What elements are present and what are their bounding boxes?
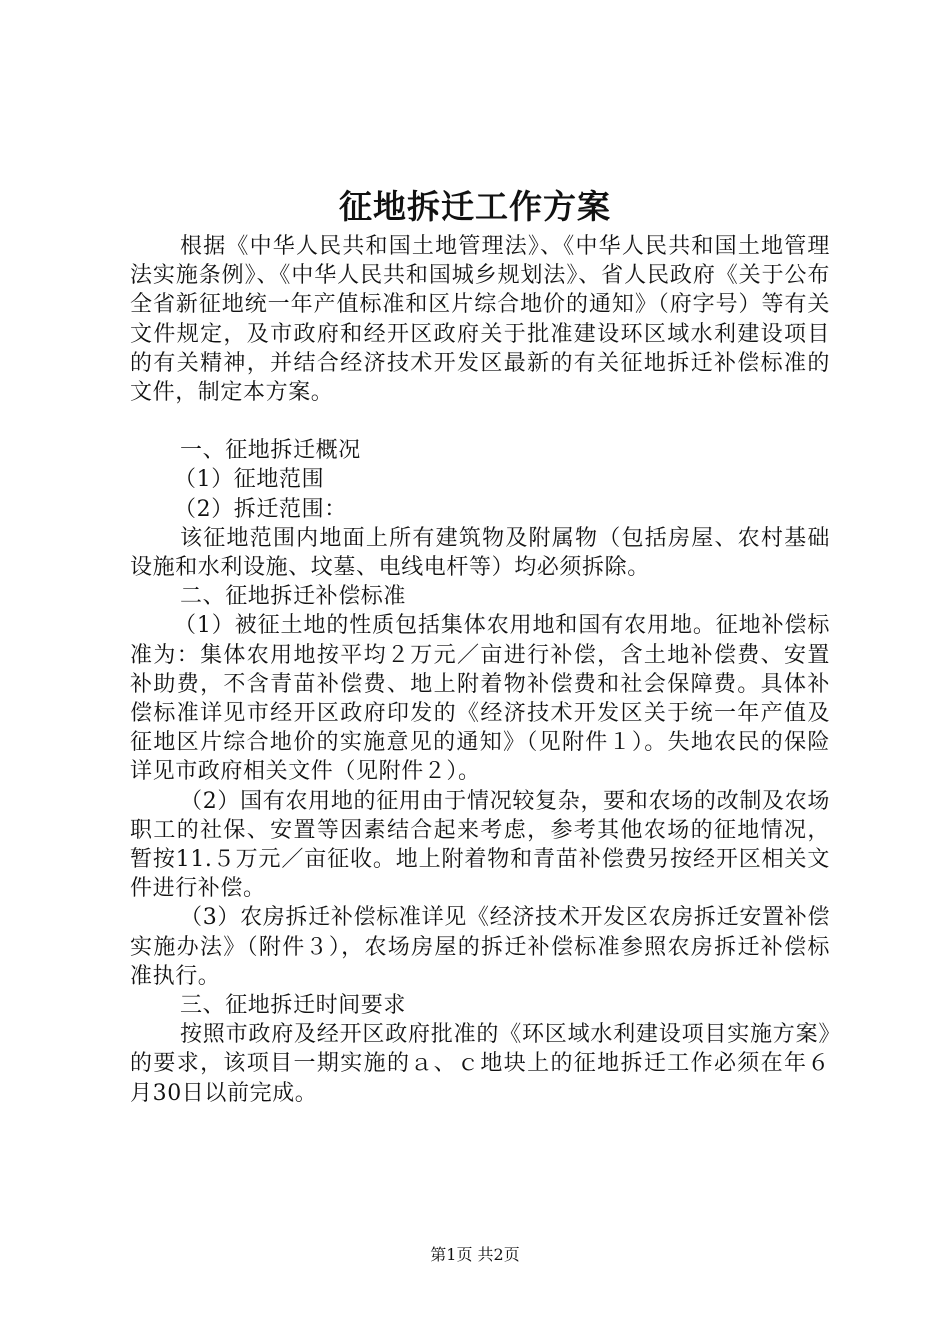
demolition-scope-paragraph: 该征地范围内地面上所有建筑物及附属物（包括房屋、农村基础设施和水利设施、坟墓、电线电杆等）均必须拆除。 — [130, 525, 830, 581]
compensation-item-2: （2）国有农用地的征用由于情况较复杂，要和农场的改制及农场职工的社保、安置等因素结合起来考虑，参考其他农场的征地情况，暂按11.５万元／亩征收。地上附着物和青苗补偿费另按经开区相关文件进行补偿。 — [130, 788, 830, 902]
intro-paragraph: 根据《中华人民共和国土地管理法》、《中华人民共和国土地管理法实施条例》、《中华人民共和国城乡规划法》、省人民政府《关于公布全省新征地统一年产值标准和区片综合地价的通知》（府字号）等有关文件规定，及市政府和经开区政府关于批准建设环区域水利建设项目的有关精神，并结合经济技术开发区最新的有关征地拆迁补偿标准的文件，制定本方案。 — [130, 234, 830, 406]
compensation-item-1: （1）被征土地的性质包括集体农用地和国有农用地。征地补偿标准为：集体农用地按平均２万元／亩进行补偿，含土地补偿费、安置补助费，不含青苗补偿费、地上附着物补偿费和社会保障费。具体补偿标准详见市经开区政府印发的《经济技术开发区关于统一年产值及征地区片综合地价的实施意见的通知》（见附件１）。失地农民的保险详见市政府相关文件（见附件２）。 — [130, 613, 830, 785]
document-title: 征地拆迁工作方案 — [339, 187, 611, 226]
paragraph-gap — [130, 407, 830, 436]
section-heading-schedule: 三、征地拆迁时间要求 — [180, 993, 407, 1019]
page-footer: 第1页 共2页 — [430, 1245, 520, 1264]
schedule-paragraph: 按照市政府及经开区政府批准的《环区域水利建设项目实施方案》的要求，该项目一期实施的ａ、ｃ地块上的征地拆迁工作必须在年６月30日以前完成。 — [130, 1022, 830, 1106]
subitem-demolition-scope: （2）拆迁范围： — [174, 496, 347, 522]
section-heading-overview: 一、征地拆迁概况 — [180, 438, 361, 464]
document-body — [130, 232, 830, 1108]
subitem-land-scope: （1）征地范围 — [174, 467, 325, 493]
compensation-item-3: （3）农房拆迁补偿标准详见《经济技术开发区农房拆迁安置补偿实施办法》（附件３），农场房屋的拆迁补偿标准参照农房拆迁补偿标准执行。 — [130, 905, 830, 989]
section-heading-compensation: 二、征地拆迁补偿标准 — [180, 584, 407, 610]
